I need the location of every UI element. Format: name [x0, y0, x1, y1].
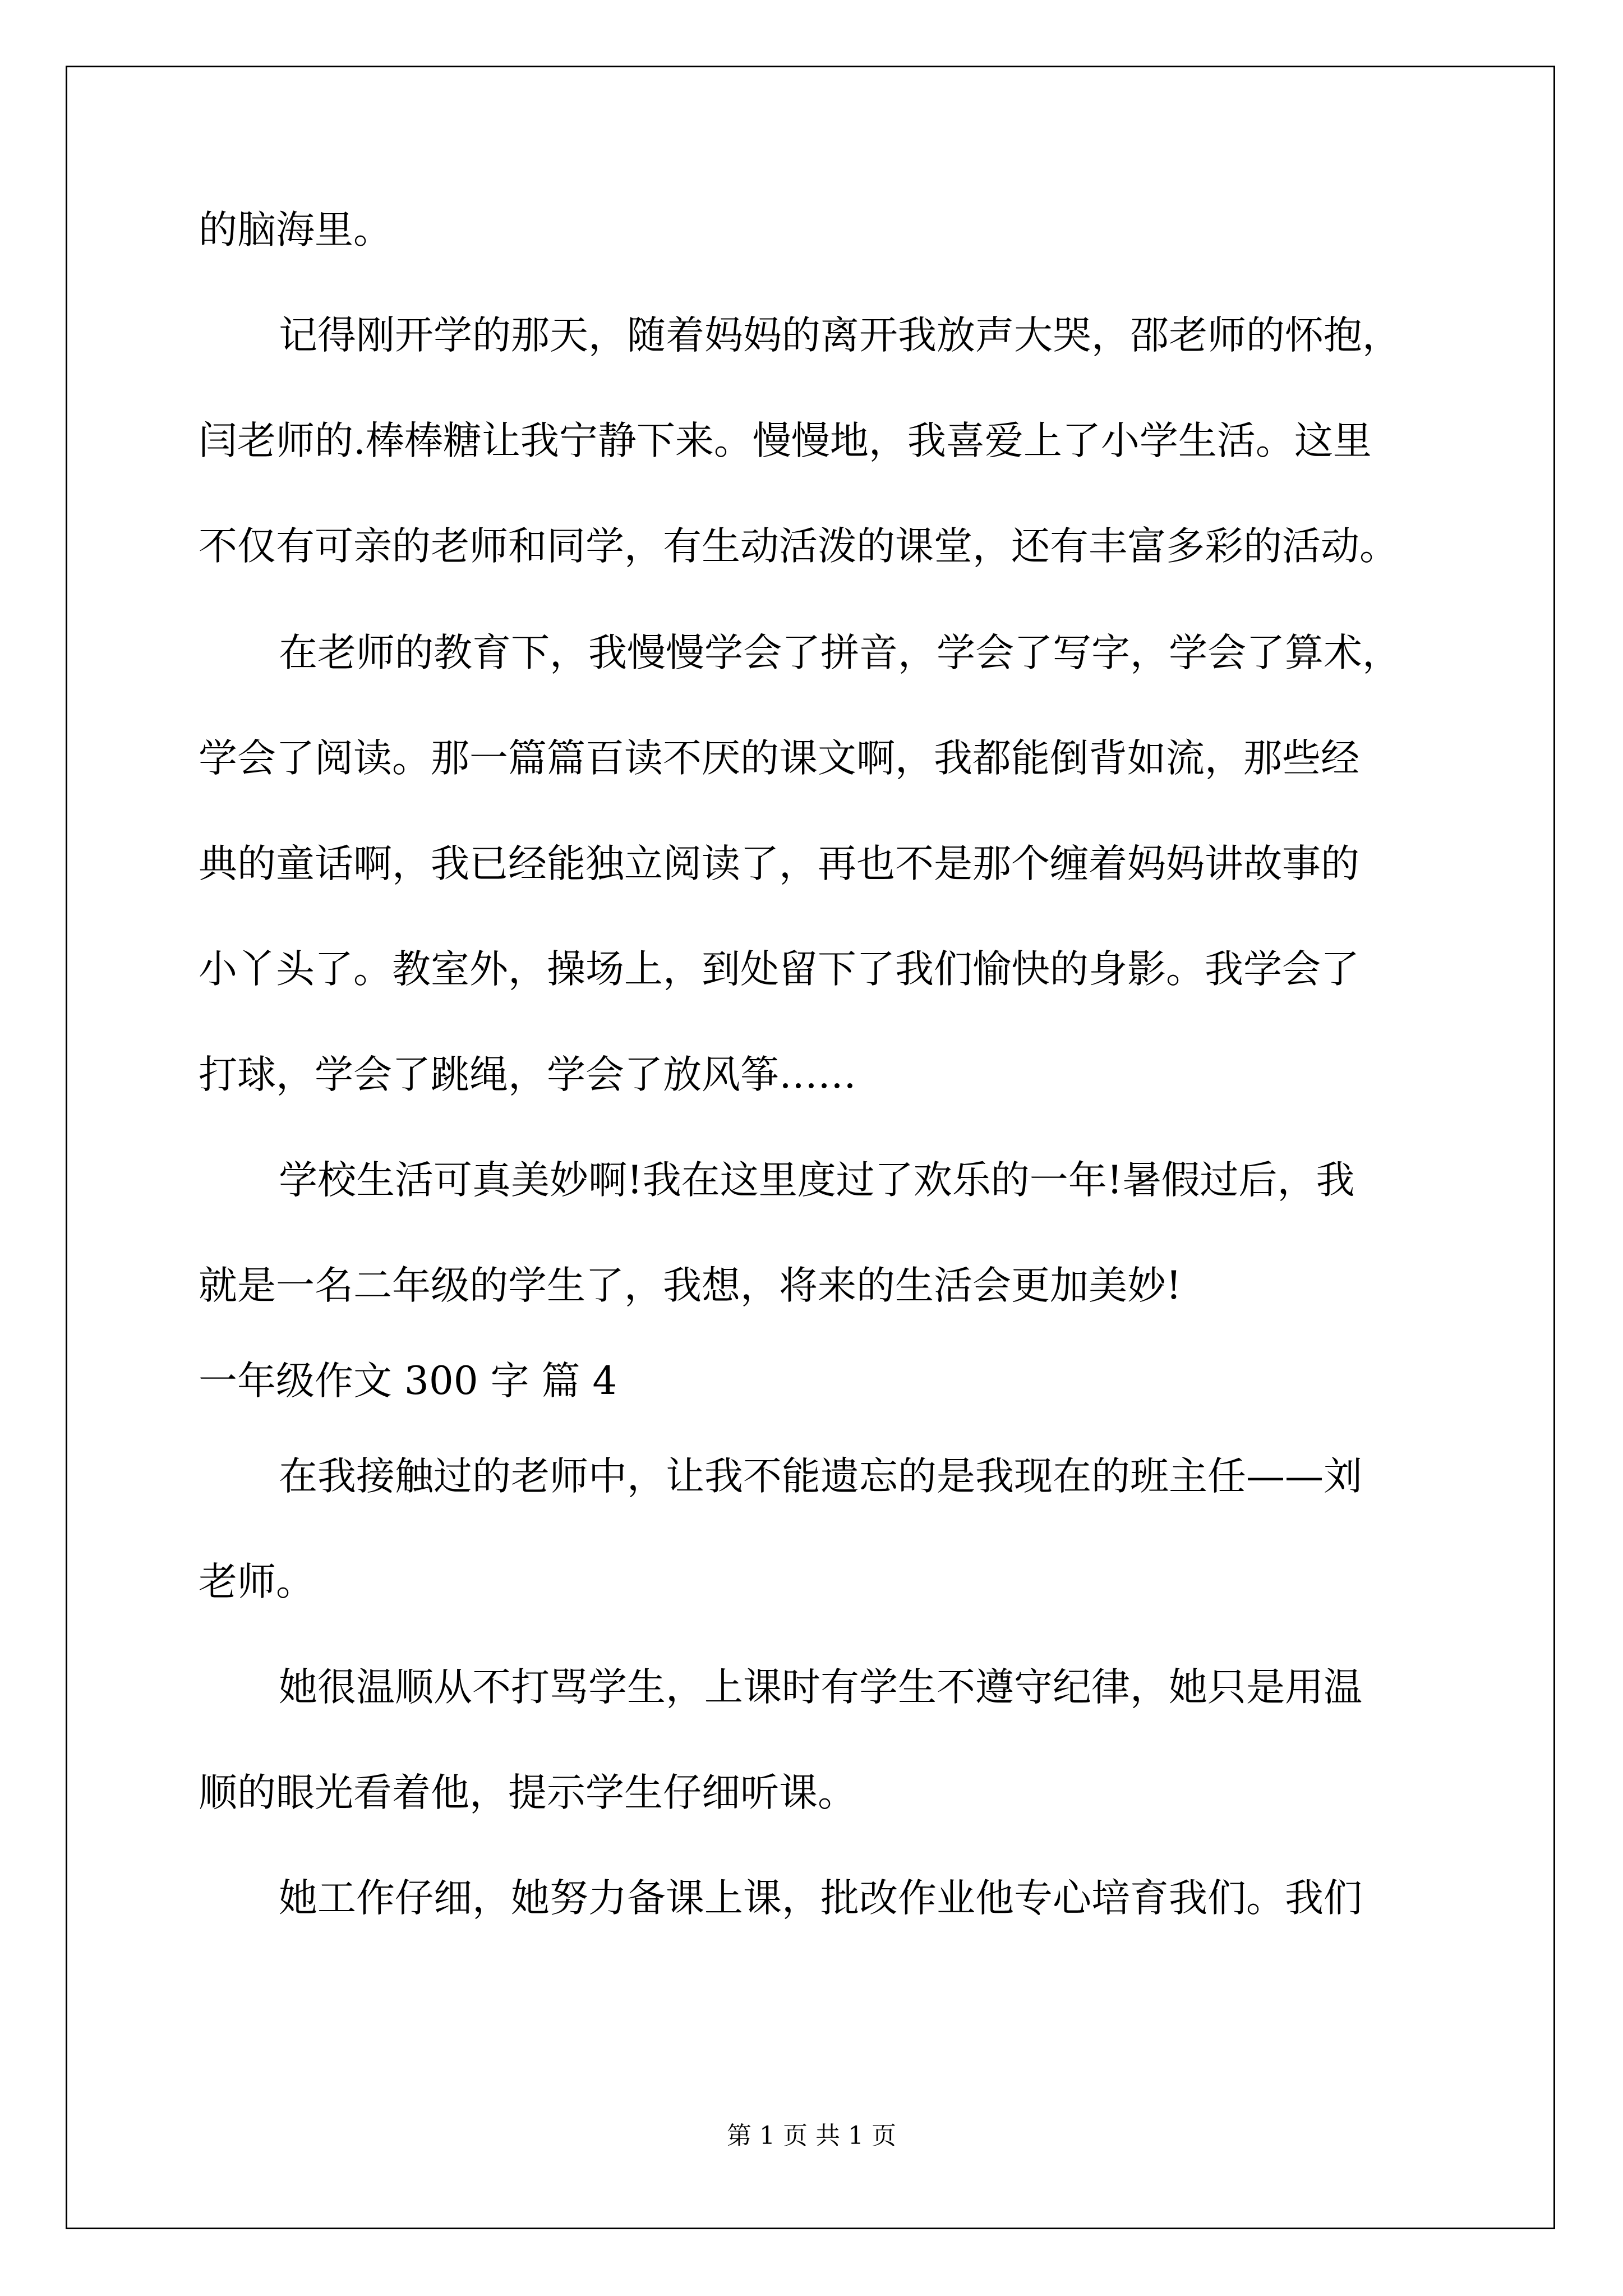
paragraph-first-line: 记得刚开学的那天，随着妈妈的离开我放声大哭，邵老师的怀抱， — [279, 313, 1401, 358]
paragraph-first-line: 在我接触过的老师中，让我不能遗忘的是我现在的班主任——刘 — [279, 1454, 1362, 1499]
page-footer: 第 1 页 共 1 页 — [727, 2122, 896, 2150]
text-line: 不仅有可亲的老师和同学，有生动活泼的课堂，还有丰富多彩的活动。 — [199, 524, 1398, 569]
text-line: 就是一名二年级的学生了，我想，将来的生活会更加美妙! — [199, 1263, 1182, 1308]
paragraph-first-line: 在老师的教育下，我慢慢学会了拼音，学会了写字，学会了算术， — [279, 631, 1401, 675]
text-line: 闫老师的.棒棒糖让我宁静下来。慢慢地，我喜爱上了小学生活。这里 — [199, 418, 1372, 463]
paragraph-first-line: 她工作仔细，她努力备课上课，批改作业他专心培育我们。我们 — [279, 1876, 1362, 1921]
text-line: 老师。 — [199, 1559, 315, 1604]
text-line: 的脑海里。 — [199, 208, 392, 252]
section-heading: 一年级作文 300 字 篇 4 — [199, 1359, 617, 1404]
text-line: 典的童话啊，我已经能独立阅读了，再也不是那个缠着妈妈讲故事的 — [199, 841, 1359, 886]
text-line: 打球，学会了跳绳，学会了放风筝…… — [199, 1052, 856, 1097]
text-line: 顺的眼光看着他，提示学生仔细听课。 — [199, 1770, 856, 1815]
paragraph-first-line: 她很温顺从不打骂学生，上课时有学生不遵守纪律，她只是用温 — [279, 1665, 1362, 1710]
text-line: 学会了阅读。那一篇篇百读不厌的课文啊，我都能倒背如流，那些经 — [199, 736, 1359, 781]
paragraph-first-line: 学校生活可真美妙啊!我在这里度过了欢乐的一年!暑假过后，我 — [279, 1158, 1355, 1203]
text-line: 小丫头了。教室外，操场上，到处留下了我们愉快的身影。我学会了 — [199, 947, 1359, 992]
